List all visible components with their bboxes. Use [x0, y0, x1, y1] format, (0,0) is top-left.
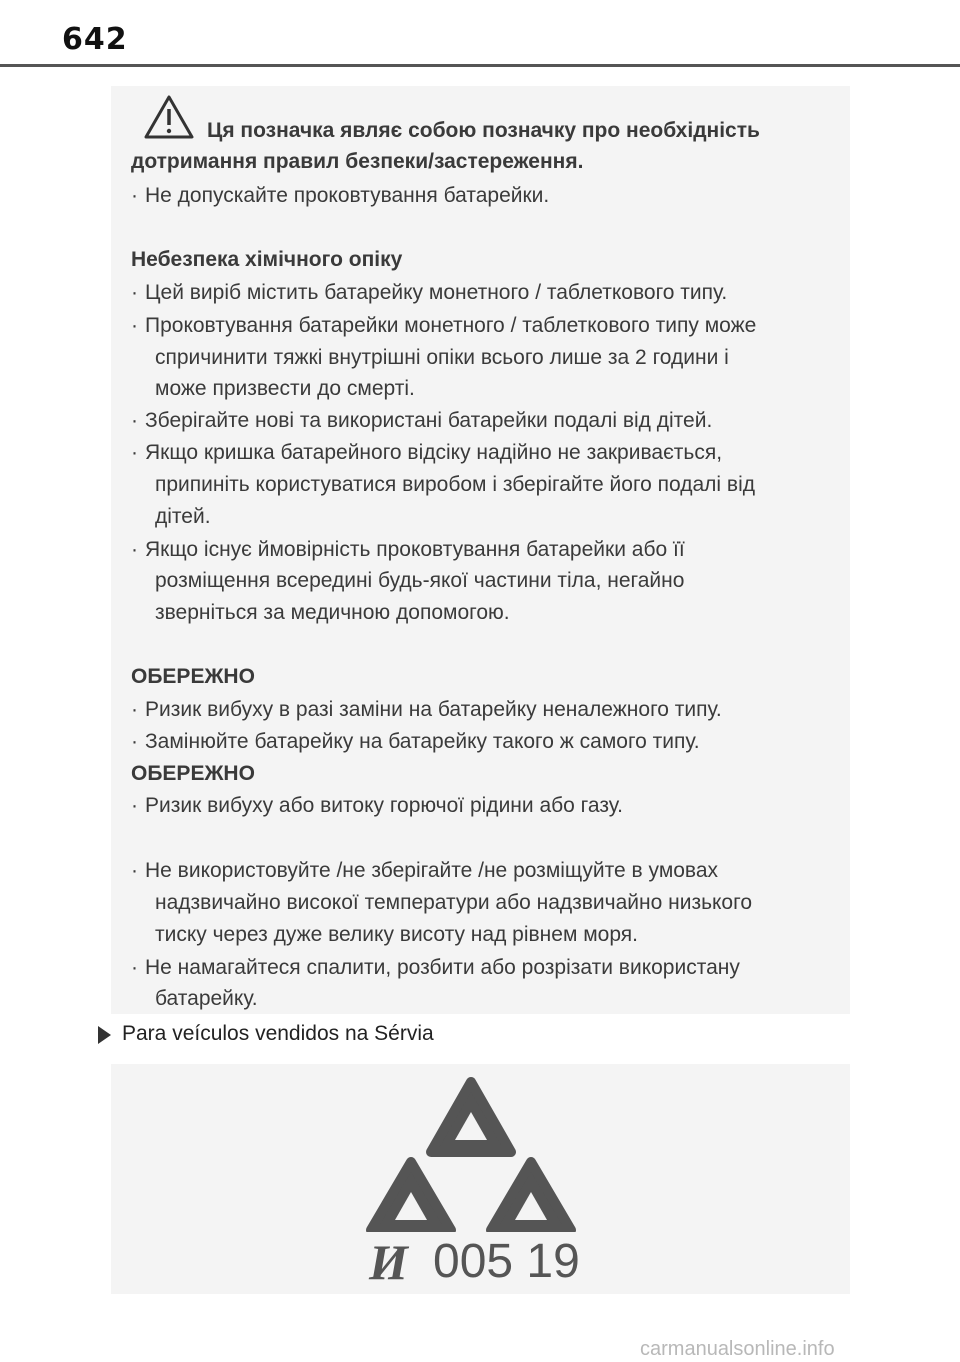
- safety-notice-panel: [111, 86, 850, 1014]
- bullet-item: · Замінюйте батарейку на батарейку такого ж самого типу.: [131, 730, 700, 753]
- bullet-continuation: зверніться за медичною допомогою.: [155, 601, 510, 624]
- page-number: 642: [62, 22, 128, 57]
- triangle-certification-mark: [351, 1070, 591, 1232]
- bullet-item: · Ризик вибуху в разі заміни на батарейку неналежного типу.: [131, 698, 722, 721]
- certification-mark-panel: [111, 1064, 850, 1294]
- bullet-item: · Цей виріб містить батарейку монетного / таблеткового типу.: [131, 281, 728, 304]
- bullet-item: · Не допускайте проковтування батарейки.: [131, 184, 550, 207]
- section-title: Para veículos vendidos na Sérvia: [122, 1022, 434, 1045]
- bullet-continuation: спричинити тяжкі внутрішні опіки всього лише за 2 години і: [155, 346, 729, 369]
- chemical-burn-heading: Небезпека хімічного опіку: [131, 248, 403, 271]
- bullet-continuation: розміщення всередині будь-якої частини тіла, негайно: [155, 569, 685, 592]
- warning-intro-line-2: дотримання правил безпеки/застереження.: [131, 150, 584, 173]
- bullet-item: · Якщо кришка батарейного відсіку надійно не закривається,: [131, 441, 723, 464]
- section-arrow-icon: [98, 1026, 111, 1044]
- bullet-item: · Не використовуйте /не зберігайте /не розміщуйте в умовах: [131, 859, 719, 882]
- mark-letter: И: [369, 1234, 408, 1290]
- warning-intro-line-1: Ця позначка являє собою позначку про необхідність: [207, 119, 760, 142]
- bullet-continuation: може призвести до смерті.: [155, 377, 415, 400]
- watermark: carmanualsonline.info: [640, 1338, 835, 1360]
- bullet-continuation: тиску через дуже велику висоту над рівнем моря.: [155, 923, 638, 946]
- bullet-continuation: надзвичайно високої температури або надзвичайно низького: [155, 891, 752, 914]
- caution-heading: ОБЕРЕЖНО: [131, 762, 255, 785]
- bullet-item: · Не намагайтеся спалити, розбити або розрізати використану: [131, 956, 740, 979]
- bullet-item: · Проковтування батарейки монетного / таблеткового типу може: [131, 314, 757, 337]
- bullet-item: · Ризик вибуху або витоку горючої рідини або газу.: [131, 794, 623, 817]
- mark-code: 005 19: [433, 1235, 580, 1288]
- caution-heading: ОБЕРЕЖНО: [131, 665, 255, 688]
- bullet-item: · Зберігайте нові та використані батарейки подалі від дітей.: [131, 409, 713, 432]
- bullet-continuation: припиніть користуватися виробом і зберігайте його подалі від: [155, 473, 756, 496]
- bullet-item: · Якщо існує ймовірність проковтування батарейки або її: [131, 538, 685, 561]
- warning-triangle-icon: [143, 94, 195, 140]
- bullet-continuation: дітей.: [155, 505, 211, 528]
- header-rule: [0, 64, 960, 67]
- bullet-continuation: батарейку.: [155, 987, 258, 1010]
